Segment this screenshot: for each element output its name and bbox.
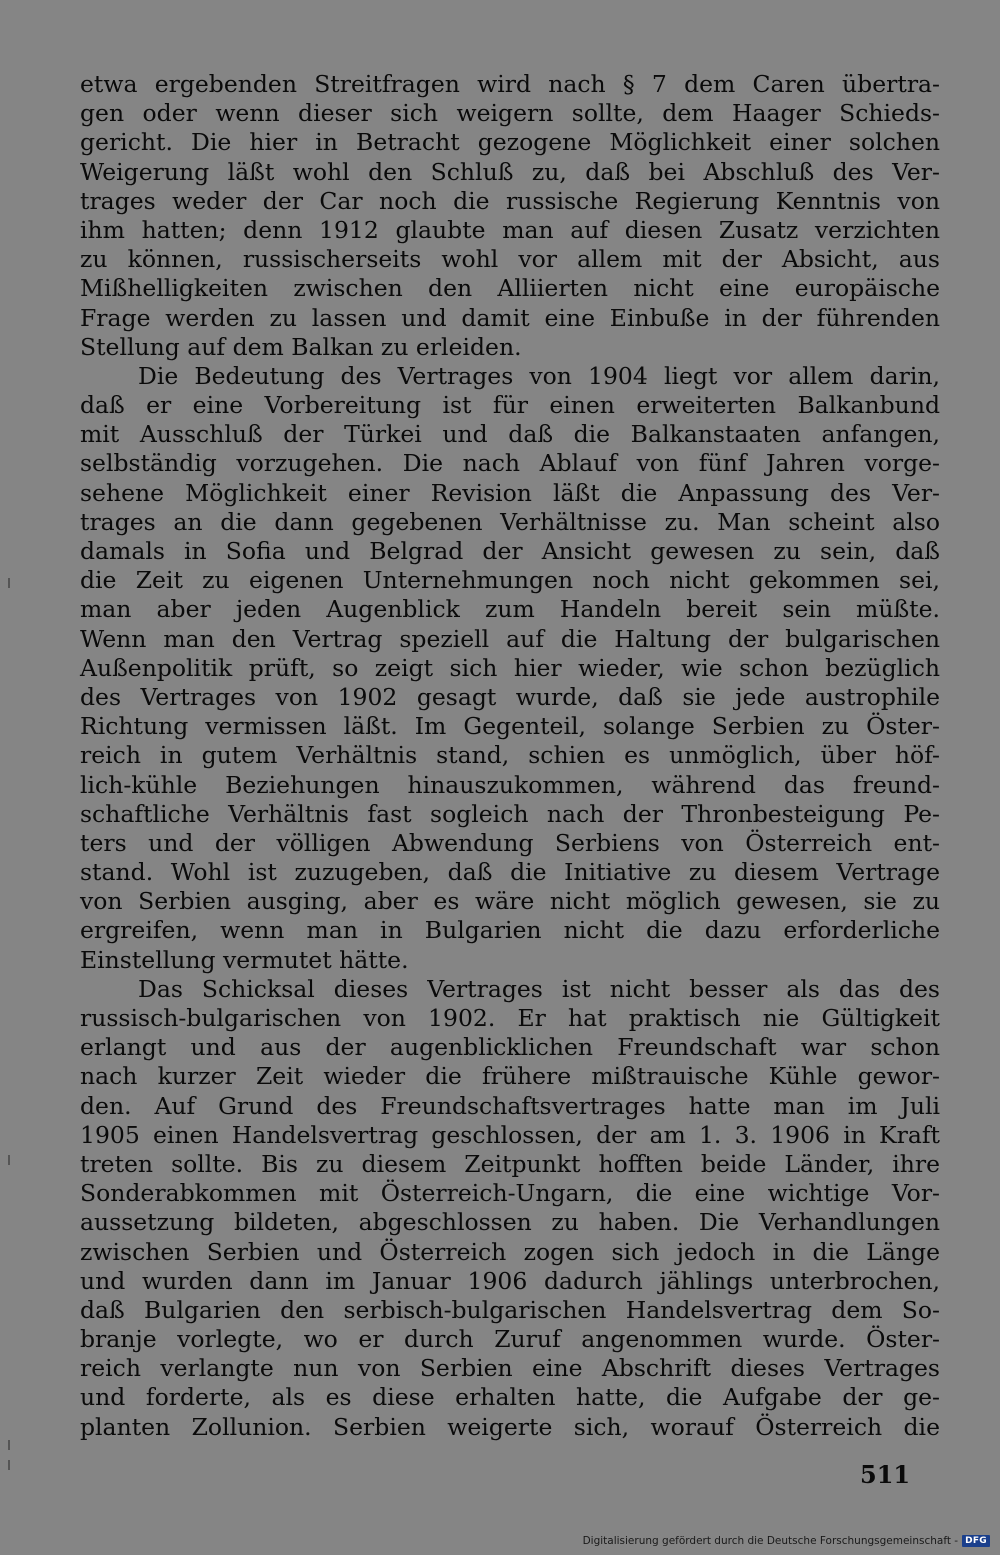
text-line: Außenpolitik prüft, so zeigt sich hier wieder, wie schon bezüglich [80,653,940,682]
digitization-credit [583,1535,990,1547]
text-line: und forderte, als es diese erhalten hatte, die Aufgabe der ge- [80,1383,940,1412]
text-line: gericht. Die hier in Betracht gezogene Möglichkeit einer solchen [80,128,940,157]
text-line: daß Bulgarien den serbisch-bulgarischen Handelsvertrag dem So- [80,1295,940,1324]
text-line: damals in Sofia und Belgrad der Ansicht gewesen zu sein, daß [80,537,940,565]
text-line: ters und der völligen Abwendung Serbiens von Österreich ent- [80,828,940,857]
text-line: erlangt und aus der augenblicklichen Freundschaft war schon [80,1033,940,1062]
text-line: ihm hatten; denn 1912 glaubte man auf diesen Zusatz verzichten [80,215,940,244]
footer-text: Digitalisierung gefördert durch die Deutsche Forschungsgemeinschaft - [582,1535,959,1547]
text-line: aussetzung bildeten, abgeschlossen zu haben. Die Verhandlungen [80,1208,940,1237]
text-line: Richtung vermissen läßt. Im Gegenteil, solange Serbien zu Öster- [80,712,940,741]
text-line: schaftliche Verhältnis fast sogleich nach der Thronbesteigung Pe- [80,799,940,828]
margin-mark [8,1155,10,1165]
text-line: Das Schicksal dieses Vertrages ist nicht besser als das des [138,974,940,1003]
text-line: den. Auf Grund des Freundschaftsvertrages hatte man im Juli [80,1091,940,1120]
text-line: die Zeit zu eigenen Unternehmungen noch nicht gekommen sei, [80,566,940,595]
text-line: reich verlangte nun von Serbien eine Abschrift dieses Vertrages [80,1354,940,1383]
text-line: daß er eine Vorbereitung ist für einen erweiterten Balkanbund [80,391,940,420]
margin-mark [8,578,10,588]
margin-mark [8,1440,10,1450]
text-line: Mißhelligkeiten zwischen den Alliierten nicht eine europäische [80,274,940,303]
text-line: Die Bedeutung des Vertrages von 1904 liegt vor allem darin, [138,361,940,390]
dfg-logo: DFG [962,1535,990,1547]
text-line: sehene Möglichkeit einer Revision läßt die Anpassung des Ver- [80,478,940,507]
text-line: mit Ausschluß der Türkei und daß die Balkanstaaten anfangen, [80,420,940,449]
text-line: Einstellung vermutet hätte. [80,945,409,974]
text-line: lich-kühle Beziehungen hinauszukommen, während das freund- [80,770,940,799]
text-line: des Vertrages von 1902 gesagt wurde, daß sie jede austrophile [80,682,940,711]
text-line: Wenn man den Vertrag speziell auf die Haltung der bulgarischen [80,624,940,653]
text-line: trages weder der Car noch die russische Regierung Kenntnis von [80,186,940,215]
margin-mark [8,1460,10,1470]
text-line: treten sollte. Bis zu diesem Zeitpunkt hofften beide Länder, ihre [80,1149,940,1178]
text-line: Sonderabkommen mit Österreich-Ungarn, die eine wichtige Vor- [80,1179,940,1208]
body-text [80,70,940,1442]
text-line: russisch-bulgarischen von 1902. Er hat praktisch nie Gültigkeit [80,1004,940,1032]
text-line: Weigerung läßt wohl den Schluß zu, daß bei Abschluß des Ver- [80,157,940,186]
text-line: zu können, russischerseits wohl vor allem mit der Absicht, aus [80,245,940,274]
text-line: gen oder wenn dieser sich weigern sollte, dem Haager Schieds- [80,99,940,128]
text-line: reich in gutem Verhältnis stand, schien es unmöglich, über höf- [80,741,940,770]
page-number: 511 [860,1460,911,1489]
text-line: Frage werden zu lassen und damit eine Einbuße in der führenden [80,303,940,332]
text-line: etwa ergebenden Streitfragen wird nach § 7 dem Caren übertra- [80,70,940,98]
text-line: nach kurzer Zeit wieder die frühere mißtrauische Kühle gewor- [80,1062,940,1091]
text-line: ergreifen, wenn man in Bulgarien nicht die dazu erforderliche [80,916,940,945]
text-line: 1905 einen Handelsvertrag geschlossen, der am 1. 3. 1906 in Kraft [80,1120,940,1149]
text-line: und wurden dann im Januar 1906 dadurch jählings unterbrochen, [80,1266,940,1295]
text-line: Stellung auf dem Balkan zu erleiden. [80,332,522,361]
text-line: branje vorlegte, wo er durch Zuruf angenommen wurde. Öster- [80,1325,940,1354]
text-line: trages an die dann gegebenen Verhältnisse zu. Man scheint also [80,507,940,536]
text-line: zwischen Serbien und Österreich zogen sich jedoch in die Länge [80,1237,940,1266]
text-line: von Serbien ausging, aber es wäre nicht möglich gewesen, sie zu [80,887,940,916]
text-line: selbständig vorzugehen. Die nach Ablauf von fünf Jahren vorge- [80,449,940,478]
text-line: man aber jeden Augenblick zum Handeln bereit sein müßte. [80,595,940,624]
text-line: stand. Wohl ist zuzugeben, daß die Initiative zu diesem Vertrage [80,858,940,887]
text-line: planten Zollunion. Serbien weigerte sich, worauf Österreich die [80,1412,940,1441]
